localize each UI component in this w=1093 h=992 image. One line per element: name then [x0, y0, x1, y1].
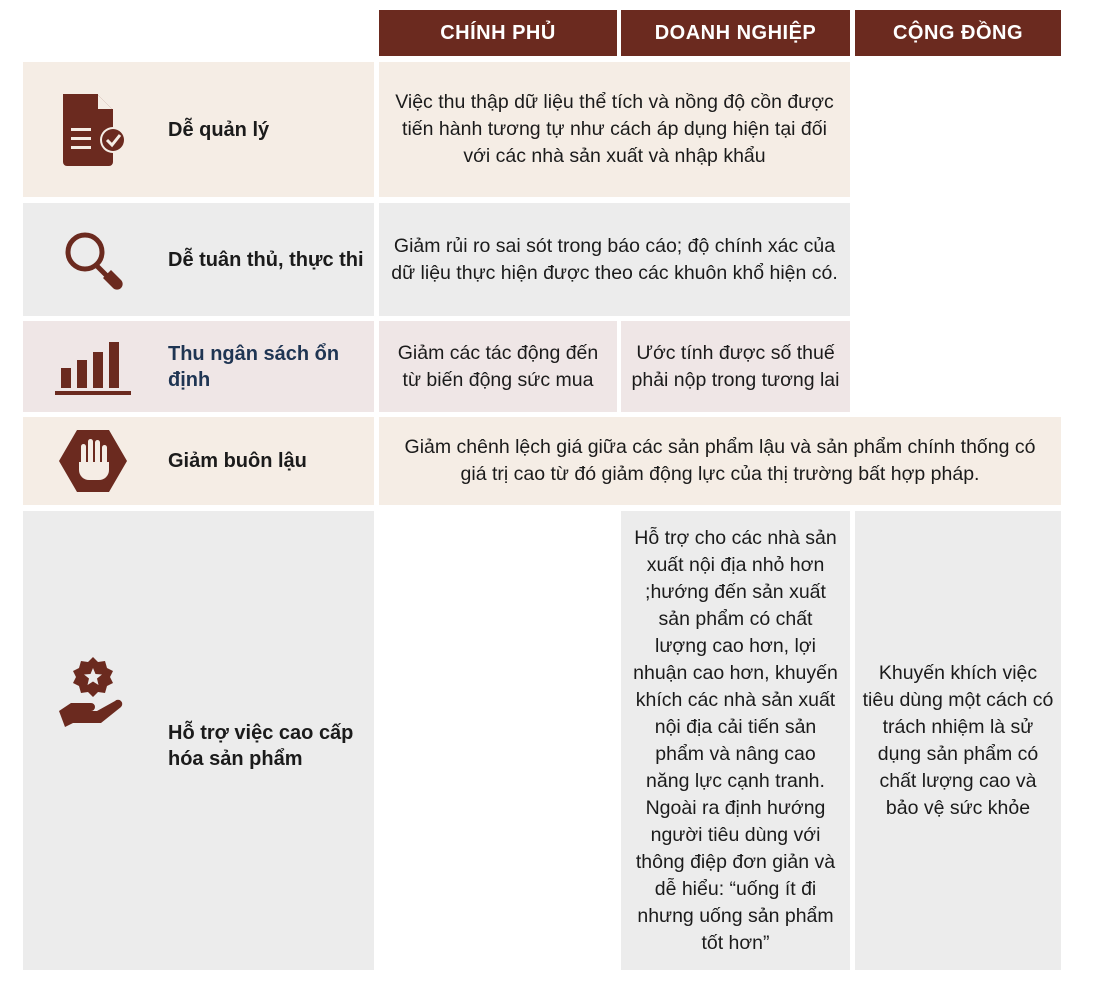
row-label-budget: Thu ngân sách ổn định	[168, 342, 340, 391]
row-smuggling-head	[23, 417, 374, 505]
cell-management-gov-business: Việc thu thập dữ liệu thể tích và nồng độ cồn được tiến hành tương tự như cách áp dụng hiện tại đối với các nhà sản xuất và nhập khẩu	[379, 62, 850, 197]
header-government: CHÍNH PHỦ	[379, 10, 617, 56]
hand-star-badge-icon	[23, 641, 163, 741]
row-premium-head	[23, 511, 374, 970]
cell-premium-community: Khuyến khích việc tiêu dùng một cách có trách nhiệm là sử dụng sản phẩm có chất lượng cao và bảo vệ sức khỏe	[855, 511, 1061, 970]
cell-premium-business: Hỗ trợ cho các nhà sản xuất nội địa nhỏ hơn ;hướng đến sản xuất sản phẩm có chất lượng cao hơn, lợi nhuận cao hơn, khuyến khích các nhà sản xuất nội địa cải tiến sản phẩm và nâng cao năng lực cạnh tranh. Ngoài ra định hướng người tiêu dùng với thông điệp đơn giản và dễ hiểu: “uống ít đi nhưng uống sản phẩm tốt hơn”	[621, 511, 850, 970]
cell-budget-government: Giảm các tác động đến từ biến động sức mua	[379, 321, 617, 412]
row-label-premium: Hỗ trợ việc cao cấp hóa sản phẩm	[168, 722, 354, 770]
row-label-smuggling: Giảm buôn lậu	[168, 450, 307, 472]
magnifier-icon	[23, 203, 163, 316]
row-label-compliance: Dễ tuân thủ, thực thi	[168, 248, 364, 271]
cell-smuggling-all: Giảm chênh lệch giá giữa các sản phẩm lậu và sản phẩm chính thống có giá trị cao từ đó giảm động lực của thị trường bất hợp pháp.	[379, 417, 1061, 505]
row-compliance-head	[23, 203, 374, 316]
header-community: CỘNG ĐỒNG	[855, 10, 1061, 56]
row-budget-head	[23, 321, 374, 412]
row-management-head	[23, 62, 374, 197]
bar-chart-icon	[23, 321, 163, 412]
cell-compliance-gov-business: Giảm rủi ro sai sót trong báo cáo; độ chính xác của dữ liệu thực hiện được theo các khuôn khổ hiện có.	[379, 203, 850, 316]
stop-hand-icon	[23, 417, 163, 505]
cell-budget-business: Ước tính được số thuế phải nộp trong tương lai	[621, 321, 850, 412]
document-check-icon	[23, 62, 163, 197]
row-label-management: Dễ quản lý	[168, 118, 270, 141]
header-business: DOANH NGHIỆP	[621, 10, 850, 56]
